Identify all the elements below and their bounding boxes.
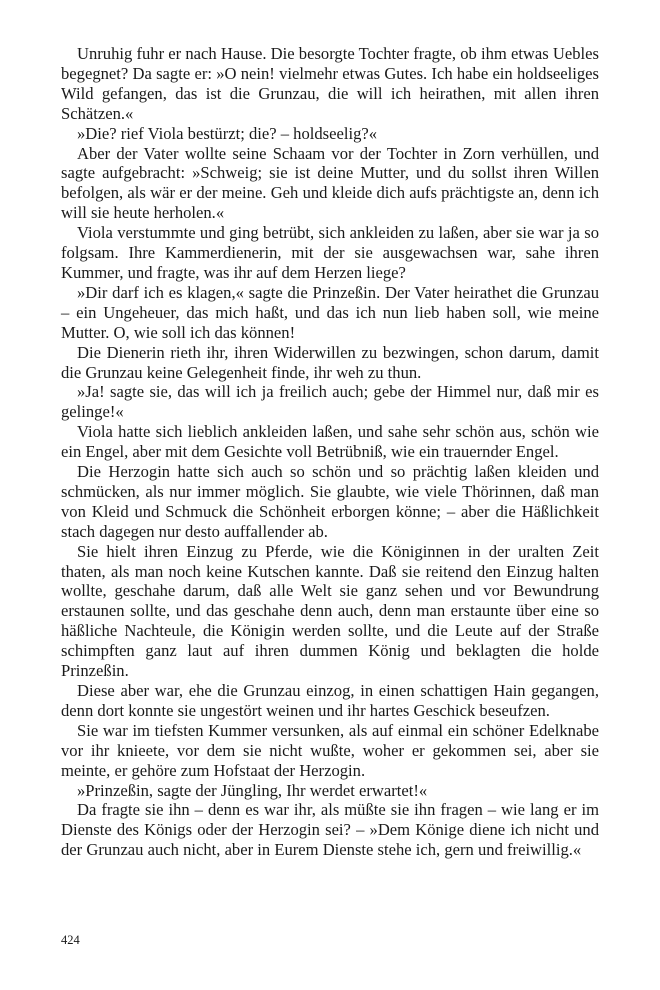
paragraph: »Ja! sagte sie, das will ich ja freilich auch; gebe der Himmel nur, daß mir es gelinge!« <box>61 382 599 422</box>
paragraph: »Prinzeßin, sagte der Jüngling, Ihr werdet erwartet!« <box>77 780 428 800</box>
paragraph: Viola hatte sich lieblich ankleiden laßen, und sahe sehr schön aus, schön wie ein Engel, aber mit dem Gesichte voll Betrübniß, wie ein trauernder Engel. <box>61 422 599 462</box>
paragraph: Die Herzogin hatte sich auch so schön und so prächtig laßen kleiden und schmücken, als nur immer möglich. Sie glaubte, wie viele Thörinnen, daß man von Kleid und Schmuck die Schönheit erborgen könne; – aber die Häßlichkeit stach dagegen nur desto auffallender ab. <box>61 462 599 541</box>
paragraph: »Dir darf ich es klagen,« sagte die Prinzeßin. Der Vater heirathet die Grunzau – ein Ungeheuer, das mich haßt, und das ich nun lieb haben soll, wie meine Mutter. O, wie soll ich das können! <box>61 282 599 342</box>
page-number: 424 <box>61 933 80 947</box>
paragraph: Aber der Vater wollte seine Schaam vor der Tochter in Zorn verhüllen, und sagte aufgebracht: »Schweig; sie ist deine Mutter, und du sollst ihren Willen befolgen, als wär er der meine. Geh und kleide dich aufs prächtigste an, denn ich will sie heute herholen.« <box>61 143 599 223</box>
paragraph: Da fragte sie ihn – denn es war ihr, als müßte sie ihn fragen – wie lang er im Dienste des Königs oder der Herzogin sei? – »Dem Könige diene ich nicht und der Grunzau auch nicht, aber in Eurem Dienste stehe ich, gern und freiwillig.« <box>61 800 599 860</box>
page-body <box>61 44 599 860</box>
paragraph: »Die? rief Viola bestürzt; die? – holdseelig?« <box>77 123 378 143</box>
paragraph: Sie hielt ihren Einzug zu Pferde, wie die Königinnen in der uralten Zeit thaten, als man noch keine Kutschen kannte. Daß sie reitend den Einzug halten wollte, geschahe darum, daß alle Welt sie ganz sehen und vor Bewundrung erstaunen sollte, und das geschahe denn auch, denn man erstaunte über eine so häßliche Nachteule, die Königin werden sollte, und die Leute auf der Straße schimpften ganz laut auf ihren dummen König und beklagten die holde Prinzeßin. <box>61 541 599 681</box>
paragraph: Viola verstummte und ging betrübt, sich ankleiden zu laßen, aber sie war ja so folgsam. Ihre Kammerdienerin, mit der sie ausgewachsen war, sahe ihren Kummer, und fragte, was ihr auf dem Herzen liege? <box>61 223 599 282</box>
paragraph: Diese aber war, ehe die Grunzau einzog, in einen schattigen Hain gegangen, denn dort konnte sie ungestört weinen und ihr hartes Geschick beseufzen. <box>61 681 599 720</box>
paragraph: Sie war im tiefsten Kummer versunken, als auf einmal ein schöner Edelknabe vor ihr knieete, vor dem sie nicht wußte, woher er gekommen sei, aber sie meinte, er gehöre zum Hofstaat der Herzogin. <box>61 720 599 780</box>
paragraph: Die Dienerin rieth ihr, ihren Widerwillen zu bezwingen, schon darum, damit die Grunzau keine Gelegenheit finde, ihr weh zu thun. <box>61 342 599 382</box>
paragraph: Unruhig fuhr er nach Hause. Die besorgte Tochter fragte, ob ihm etwas Uebles begegnet? Da sagte er: »O nein! vielmehr etwas Gutes. Ich habe ein holdseeliges Wild gefangen, das ist die Grunzau, die will ich heirathen, mit allen ihren Schätzen.« <box>61 44 599 123</box>
